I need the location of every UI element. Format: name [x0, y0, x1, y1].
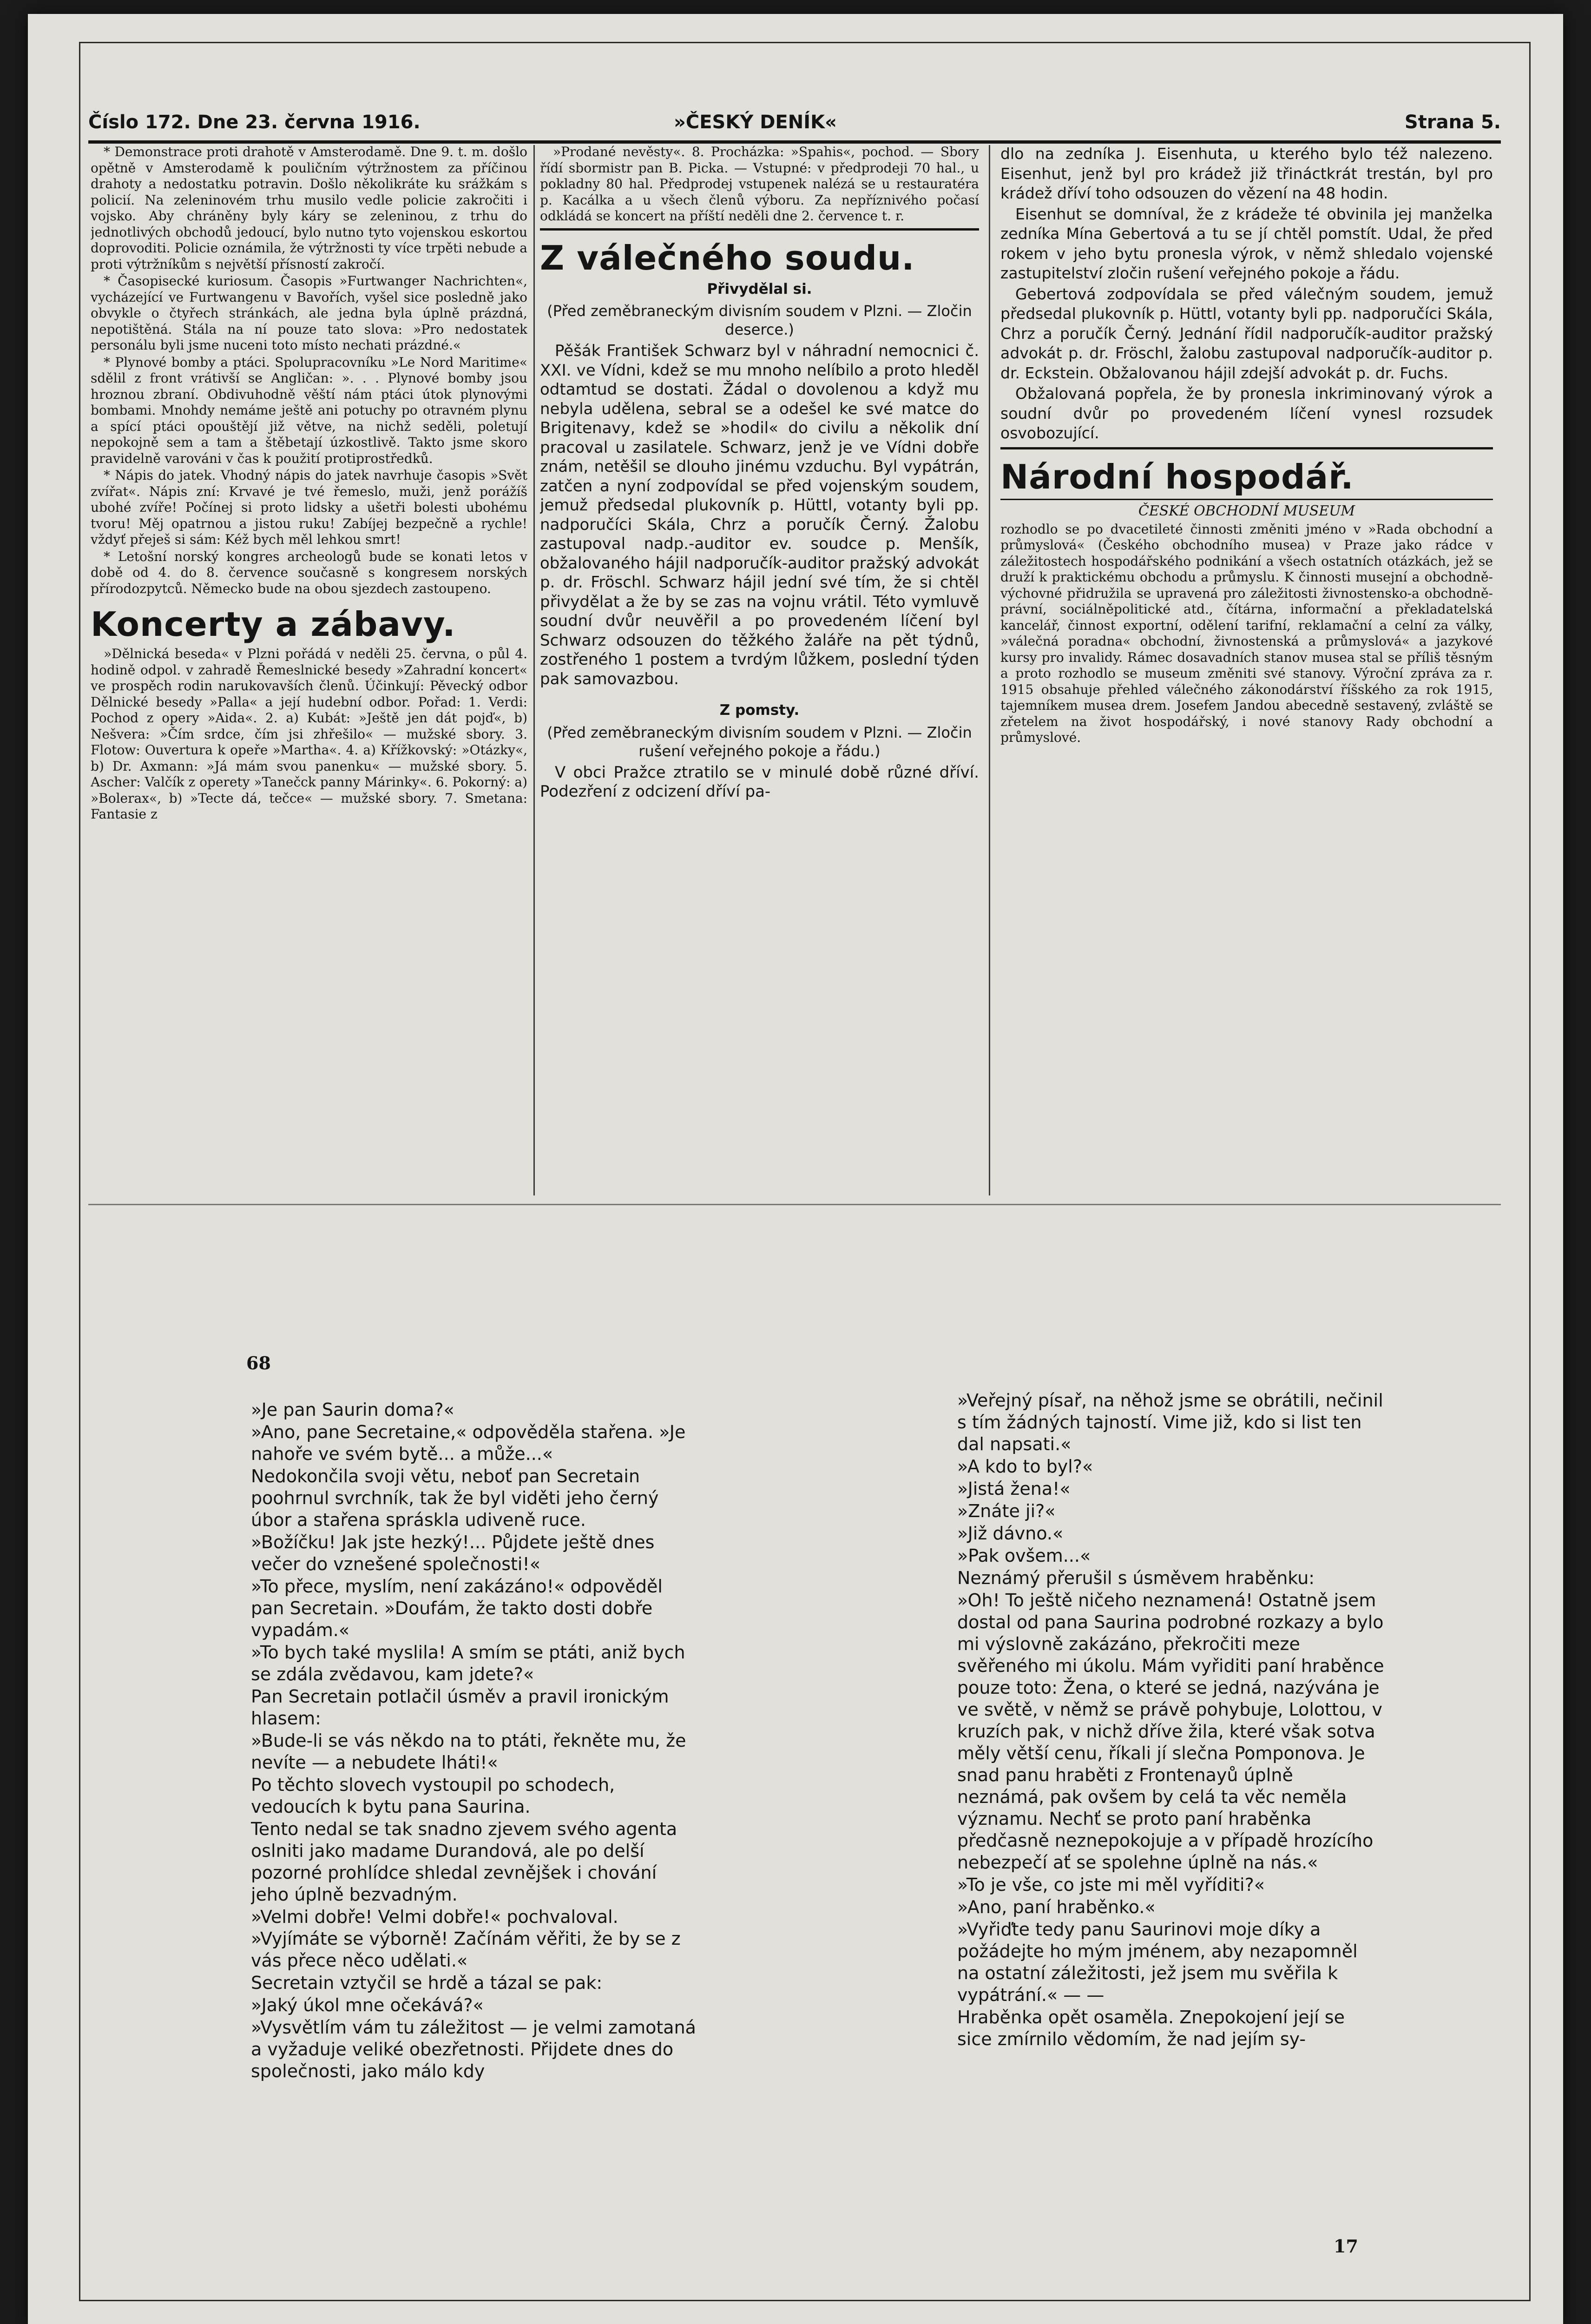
news-item: * Časopisecké kuriosum. Časopis »Furtwanger Nachrichten«, vycházející ve Furtwangenu v Bavořích, vyšel sice posledně jako obvykle o čtyřech stránkách, ale jedna byla úplně prázdná, nepotištěná. Stála na ní pouze tato slova: »Pro nedostatek personálu byli jsme nuceni toto místo nechati prázdné.« — [91, 273, 527, 353]
column-3 — [1000, 144, 1493, 1190]
museum-article: rozhodlo se po dvacetileté činnosti změniti jméno v »Rada obchodní a průmyslová« (Českého obchodního musea) v Praze jako rádce v záležitostech hospodářského podnikání a všech ostatních otázkách, jež se druží k praktickému obchodu a průmyslu. K činnosti musejní a obchodně-výchovné přidružila se upravená pro záležitosti živnostensko-a obchodně-právní, sociálněpolitické atd., čítárna, informační a překladatelská kancelář, činnost exportní, odělení tarifní, reklamační a celní za války, »válečná poradna« obchodní, živnostenská a průmyslová« a jazykové kursy pro invalidy. Rámec dosavadních stanov musea stal se příliš těsným a proto rozhodlo se museum změniti své stanovy. Výroční zpráva za r. 1915 obsahuje přehled válečného zákonodárství říšského za rok 1915, tajemníkem musea drem. Josefem Jandou abecedně sestavený, zvláště se zřetelem na život hospodářský, i nové stanovy Rady obchodní a průmyslové. — [1000, 521, 1493, 745]
news-item: * Plynové bomby a ptáci. Spolupracovníku »Le Nord Maritime« sdělil z front vrátivší se Angličan: ». . . Plynové bomby jsou hroznou zbraní. Obdivuhodně věští nám ptáci útok plynovými bombami. Mnohdy nemáme ještě ani potuchy po otravném plynu a spící ptáci opouštějí již větve, na nichž seděli, poletují nepokojně sem a tam a štěbetají úzkostlivě. Takto jsme skoro pravidelně varováni v čas k použití protiprostředků. — [91, 354, 527, 466]
court-story-2-continued — [1000, 144, 1493, 443]
story-body: Pěšák František Schwarz byl v náhradní nemocnici č. XXI. ve Vídni, kdež se mu mnoho nelíbilo a proto hleděl odtamtud se dostati. Žádal o dovolenou a když mu nebyla udělena, sebral se a odešel ke své matce do Brigitenavy, kdež se »hodil« do civilu a několik dní pracoval u zasilatele. Schwarz, jenž je ve Vídni dobře znám, netěšil se dlouho jinému vzduchu. Byl vypátrán, zatčen a nyní zodpovídal se před vojenským soudem, jemuž předsedal plukovník p. Hüttl, votanty byli pp. nadporučíci Skála, Chrz a poručík Černý. Žalobu zastupoval nadp.-auditor ev. soudce p. Menšík, obžalovaného hájil nadporučík-auditor pražský advokát p. dr. Fröschl. Schwarz hájil jední své tím, že si chtěl přivydělat a že by se zas na vojnu vrátil. Této vymluvě soudní dvůr neuvěřil a po provedeném líčení byl Schwarz odsouzen do těžkého žaláře na pět týdnů, zostřeného 1 postem a tvrdým lůžkem, poslední týden pak samovazbou. — [540, 342, 979, 688]
novel-line: »Velmi dobře! Velmi dobře!« pochvaloval. »Vyjímáte se výborně! Začínám věřiti, že by se z vás přece něco udělati.« — [251, 1907, 681, 1971]
page-header — [88, 112, 1501, 139]
column-divider — [989, 145, 990, 1195]
novel-line: »Oh! To ještě ničeho neznamená! Ostatně jsem dostal od pana Saurina podrobné rozkazy a bylo mi výslovně zakázáno, překročiti meze svěřeného mi úkolu. Mám vyřiditi paní hraběnce pouze toto: Žena, o které se jedná, nazývána je ve světě, v němž se právě pohybuje, Lolottou, v kruzích pak, v nichž dříve žila, které však sotva měly větší cenu, říkali jí slečna Pomponova. Je snad panu hraběti z Frontenayů úplně neznámá, pak ovšem by celá ta věc neměla významu. Nechť se proto paní hraběnka předčasně neznepokojuje a v případě hrozícího nebezpečí ať se spolehne úplně na nás.« — [957, 1590, 1384, 1873]
concert-notice: »Dělnická beseda« v Plzni pořádá v neděli 25. června, o půl 4. hodině odpol. v zahradě Řemeslnické besedy »Zahradní koncert« ve prospěch rodin narukovavších členů. Účinkují: Pěvecký odbor Dělnické besedy »Palla« a její hudební odbor. Pořad: 1. Verdi: Pochod z opery »Aida«. 2. a) Kubát: »Ještě jen dát pojď«, b) Nešvera: »Čím srdce, čím jsi zhřešilo« — mužské sbory. 3. Flotow: Ouvertura k opeře »Martha«. 4. a) Křížkovský: »Otázky«, b) Dr. Axmann: »Já mám svou panenku« — mužské sbory. 5. Ascher: Valčík z operety »Tanečck panny Márinky«. 6. Pokorný: a) »Bolerax«, b) »Tecte dá, tečce« — mužské sbory. 7. Smetana: Fantasie z — [91, 646, 527, 822]
novel-line: »Bude-li se vás někdo na to ptáti, řekněte mu, že nevíte — a nebudete lháti!« — [251, 1730, 686, 1773]
story-body: Gebertová zodpovídala se před válečným soudem, jemuž předsedal plukovník p. Hüttl, votanty byli pp. nadporučíci Skála, Chrz a poručík Černý. Jednání řídil nadporučík-auditor pražský advokát p. dr. Fröschl, žalobu zastupoval nadporučík-auditor p. dr. Eckstein. Obžalovanou hájil zdejší advokát p. dr. Fuchs. — [1000, 284, 1493, 382]
concert-continuation: »Prodané nevěsty«. 8. Procházka: »Spahis«, pochod. — Sbory řídí sbormistr pan B. Picka. — Vstupné: v předprodeji 70 hal., u pokladny 80 hal. Předprodej vstupenek nalézá se u restauratéra p. Kacálka a u všech členů výboru. Za nepříznivého počasí odkládá se koncert na příští neděli dne 2. července t. r. — [540, 144, 979, 224]
story-subtitle: (Před zeměbraneckým divisním soudem v Plzni. — Zločin rušení veřejného pokoje a řádu.) — [547, 723, 972, 760]
novel-line: »Božíčku! Jak jste hezký!... Půjdete ještě dnes večer do vznešené společnosti!« — [251, 1532, 655, 1574]
novel-line: »Pak ovšem...« — [957, 1545, 1091, 1566]
page-label: Strana 5. — [1404, 112, 1501, 133]
news-item: * Nápis do jatek. Vhodný nápis do jatek navrhuje časopis »Svět zvířat«. Nápis zní: Krvavé je tvé řemeslo, muži, jenž porážíš ubohé zvíře! Počínej si proto lidsky a ušetři bolesti ubohému tvoru! Měj opatrnou a jistou ruku! Zabíjej bezpečně a rychle! vždyť přeješ si sám: Kéž bych měl lehkou smrt! — [91, 468, 527, 547]
novel-line: Neznámý přerušil s úsměvem hraběnku: — [957, 1568, 1315, 1588]
museum-title: ČESKÉ OBCHODNÍ MUSEUM — [1138, 502, 1355, 519]
novel-line: Pan Secretain potlačil úsměv a pravil ironickým hlasem: — [251, 1686, 669, 1729]
header-rule — [88, 140, 1501, 144]
novel-line: »Vyřiďte tedy panu Saurinovi moje díky a požádejte ho mým jménem, aby nezapomněl na ostatní záležitosti, jež jsem mu svěřila k vypátrání.« — — — [957, 1919, 1358, 2005]
novel-line: »Jistá žena!« — [957, 1479, 1071, 1499]
story-subtitle: (Před zeměbraneckým divisním soudem v Plzni. — Zločin deserce.) — [547, 302, 972, 338]
novel-line: »Vysvětlím vám tu záležitost — je velmi zamotaná a vyžaduje veliké obezřetnosti. Přijdete dnes do společnosti, jako málo kdy — [251, 2017, 696, 2081]
newspaper-sheet — [28, 14, 1563, 2324]
novel-page-left — [251, 1399, 697, 2226]
novel-line: »Je pan Saurin doma?« — [251, 1400, 454, 1420]
court-story-1 — [540, 280, 979, 802]
novel-line: Secretain vztyčil se hrdě a tázal se pak: — [251, 1973, 603, 1993]
novel-line: »Veřejný písař, na něhož jsme se obrátili, nečinil s tím žádných tajností. Vime již, kdo si list ten dal napsati.« — [957, 1390, 1383, 1454]
novel-line: »Již dávno.« — [957, 1523, 1064, 1544]
section-title-court: Z válečného soudu. — [540, 238, 915, 277]
section-rule — [1000, 499, 1493, 500]
novel-line: »Ano, paní hraběnko.« — [957, 1897, 1156, 1917]
book-page-number-right: 17 — [1334, 2236, 1358, 2257]
novel-line: »To je vše, co jste mi měl vyříditi?« — [957, 1875, 1265, 1895]
story-title: Z pomsty. — [719, 702, 800, 719]
issue-info: Číslo 172. Dne 23. června 1916. — [88, 112, 421, 133]
column-divider — [533, 145, 535, 1195]
novel-page-right — [957, 1390, 1385, 2226]
novel-line: Hraběnka opět osaměla. Znepokojení její se sice zmírnilo vědomím, že nad jejím sy- — [957, 2007, 1345, 2049]
section-title-concerts: Koncerty a zábavy. — [91, 605, 456, 644]
masthead-title: »ČESKÝ DENÍK« — [674, 112, 837, 133]
story-body: Obžalovaná popřela, že by pronesla inkriminovaný výrok a soudní dvůr po provedeném líčení vynesl rozsudek osvobozující. — [1000, 384, 1493, 442]
novel-line: »A kdo to byl?« — [957, 1456, 1093, 1477]
news-item: * Demonstrace proti drahotě v Amsterodamě. Dne 9. t. m. došlo opětně v Amsterodamě k pouličním výtržnostem za příčinou drahoty a nedostatku potravin. Došlo několikráte ku srážkám s policií. Na zeleninovém trhu musilo vedle policie zakročiti i vojsko. Aby chráněny byly káry se zeleninou, z trhu do jednotlivých obchodů jedoucí, bylo nutno tyto vojenskou eskortou doprovoditi. Policie oznámila, že výtržnosti ty více trpěti nebude a proti výtržníkům s největší přísností zakročí. — [91, 144, 527, 272]
section-rule — [540, 228, 979, 231]
novel-line: »To bych také myslila! A smím se ptáti, aniž bych se zdála zvědavou, kam jdete?« — [251, 1642, 685, 1684]
section-title-economy: Národní hospodář. — [1000, 457, 1354, 496]
page-split-rule — [88, 1204, 1501, 1205]
column-1 — [91, 144, 527, 1213]
story-body: V obci Pražce ztratilo se v minulé době různé dříví. Podezření z odcizení dříví pa- — [540, 763, 979, 801]
novel-line: »To přece, myslím, není zakázáno!« odpověděl pan Secretain. »Doufám, že takto dosti dobře vypadám.« — [251, 1576, 663, 1640]
news-item: * Letošní norský kongres archeologů bude se konati letos v době od 4. do 8. července současně s kongresem norských přírodozpytců. Německo bude na obou sjezdech zastoupeno. — [91, 548, 527, 596]
story-body: Eisenhut se domníval, že z krádeže té obvinila jej manželka zedníka Mína Gebertová a tu se jí chtěl pomstít. Udal, že před rokem v jeho bytu pronesla výrok, v němž shledalo vojenské zastupitelství zločin rušení veřejného pokoje a řádu. — [1000, 205, 1493, 282]
novel-line: »Jaký úkol mne očekává?« — [251, 1995, 484, 2015]
section-rule — [1000, 447, 1493, 449]
novel-line: »Znáte ji?« — [957, 1501, 1056, 1521]
book-page-number-left: 68 — [246, 1353, 271, 1373]
novel-line: Po těchto slovech vystoupil po schodech, vedoucích k bytu pana Saurina. — [251, 1775, 615, 1817]
column-2 — [540, 144, 979, 1199]
novel-line: »Ano, pane Secretaine,« odpověděla stařena. »Je nahoře ve svém bytě... a může...« — [251, 1422, 686, 1464]
story-body: dlo na zedníka J. Eisenhuta, u kterého bylo též nalezeno. Eisenhut, jenž byl pro krádež již třináctkrát trestán, byl pro krádež dříví toho odsouzen do vězení na 48 hodin. — [1000, 145, 1493, 202]
story-title: Přivydělal si. — [707, 280, 812, 297]
novel-line: Tento nedal se tak snadno zjevem svého agenta oslniti jako madame Durandová, ale po delší pozorné prohlídce shledal zevnějšek i chování jeho úplně bezvadným. — [251, 1819, 677, 1905]
novel-line: Nedokončila svoji větu, neboť pan Secretain poohrnul svrchník, tak že byl viděti jeho černý úbor a stařena spráskla udiveně ruce. — [251, 1466, 659, 1530]
